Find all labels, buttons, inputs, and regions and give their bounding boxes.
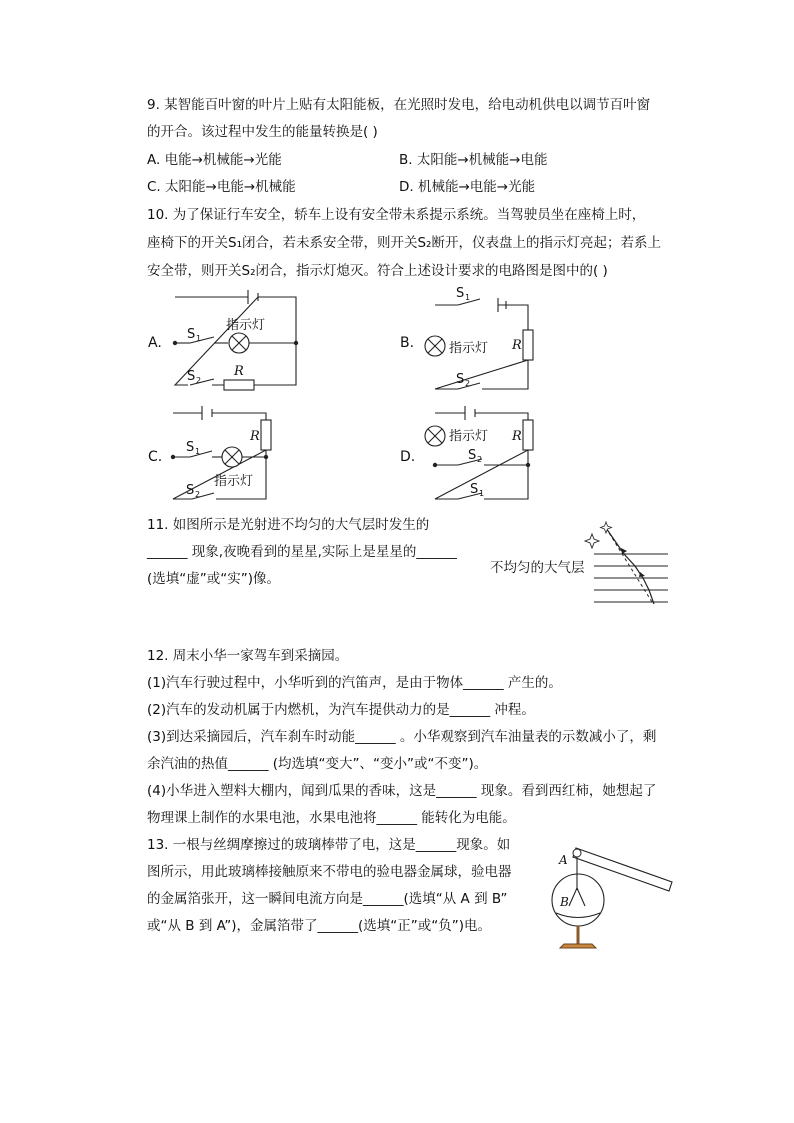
q12-line-3: (2)汽车的发动机属于内燃机，为汽车提供动力的是______ 冲程。 <box>147 702 535 718</box>
b-s2: S <box>456 372 465 387</box>
q13-line-1: 13. 一根与丝绸摩擦过的玻璃棒带了电，这是______现象。如 <box>147 837 511 853</box>
d-s1: S <box>470 482 479 497</box>
q9-option-b: B. 太阳能→机械能→电能 <box>399 152 548 168</box>
b-s1: S <box>456 286 465 301</box>
glass-rod <box>573 848 672 891</box>
circuit-diagrams <box>140 285 560 505</box>
a-s1: S <box>187 327 196 342</box>
q13-line-3: 的金属箔张开，这一瞬间电流方向是______(选填“从 A 到 B” <box>147 891 508 907</box>
c-s2: S <box>186 483 195 498</box>
label-d: D. <box>400 449 416 465</box>
q11-line-1: 11. 如图所示是光射进不均匀的大气层时发生的 <box>147 517 430 533</box>
atmosphere-refraction-figure <box>488 518 678 610</box>
a-lamp-label: 指示灯 <box>226 318 266 333</box>
d-s1-sub: 1 <box>479 489 485 498</box>
label-b: B. <box>400 335 415 351</box>
metal-foils <box>569 888 585 906</box>
b-s2-sub: 2 <box>465 379 471 388</box>
q12-line-1: 12. 周末小华一家驾车到采摘园。 <box>147 648 349 664</box>
q9-option-c: C. 太阳能→电能→机械能 <box>147 179 296 195</box>
label-b: B <box>560 895 569 909</box>
q11-line-2: ______ 现象,夜晚看到的星星,实际上是星星的______ <box>147 544 457 560</box>
q12-line-7: 物理课上制作的水果电池，水果电池将______ 能转化为电能。 <box>147 810 516 826</box>
q12-line-4: (3)到达采摘园后，汽车刹车时动能______ 。小华观察到汽车油量表的示数减小了，剩 <box>147 729 657 745</box>
q9-option-a: A. 电能→机械能→光能 <box>147 152 282 168</box>
q12-line-5: 余汽油的热值______ (均选填“变大”、“变小”或“不变”)。 <box>147 756 488 772</box>
b-r: R <box>512 338 522 353</box>
electroscope-stand <box>560 944 596 948</box>
d-r: R <box>512 429 522 444</box>
a-s1-sub: 1 <box>196 334 202 343</box>
q9-option-d: D. 机械能→电能→光能 <box>399 179 536 195</box>
q13-line-4: 或“从 B 到 A”)，金属箔带了______(选填“正”或“负”)电。 <box>147 918 491 934</box>
b-s1-sub: 1 <box>465 293 471 302</box>
c-s1: S <box>186 440 195 455</box>
q12-line-6: (4)小华进入塑料大棚内，闻到瓜果的香味，这是______ 现象。看到西红柿，她想起了 <box>147 783 657 799</box>
label-c: C. <box>148 449 163 465</box>
c-lamp-label: 指示灯 <box>214 474 254 489</box>
a-s2: S <box>187 369 196 384</box>
q9-line-2: 的开合。该过程中发生的能量转换是( ) <box>147 124 378 140</box>
d-s2: S <box>468 448 477 463</box>
electroscope-figure <box>550 840 678 958</box>
label-a: A. <box>148 335 162 351</box>
d-lamp-label: 指示灯 <box>449 429 489 444</box>
q13-line-2: 图所示，用此玻璃棒接触原来不带电的验电器金属球，验电器 <box>147 864 512 880</box>
atmosphere-label: 不均匀的大气层 <box>490 560 585 576</box>
star-apparent-icon <box>601 522 612 533</box>
c-s2-sub: 2 <box>195 490 201 499</box>
q10-line-2: 座椅下的开关S₁闭合，若未系安全带，则开关S₂断开，仪表盘上的指示灯亮起；若系上 <box>147 235 661 251</box>
a-r: R <box>234 364 244 379</box>
q11-line-3: (选填“虚”或“实”)像。 <box>147 571 281 587</box>
d-s2-sub: 2 <box>477 455 483 464</box>
apparent-ray <box>606 528 652 602</box>
c-s1-sub: 1 <box>195 447 201 456</box>
q10-line-3: 安全带，则开关S₂闭合，指示灯熄灭。符合上述设计要求的电路图是图中的( ) <box>147 263 608 279</box>
q10-line-1: 10. 为了保证行车安全，轿车上设有安全带未系提示系统。当驾驶员坐在座椅上时， <box>147 207 646 223</box>
q12-line-2: (1)汽车行驶过程中，小华听到的汽笛声，是由于物体______ 产生的。 <box>147 675 562 691</box>
b-lamp-label: 指示灯 <box>449 341 489 356</box>
a-s2-sub: 2 <box>196 376 202 385</box>
q9-line-1: 9. 某智能百叶窗的叶片上贴有太阳能板，在光照时发电，给电动机供电以调节百叶窗 <box>147 97 651 113</box>
label-a: A <box>559 853 568 867</box>
star-icon <box>585 534 599 548</box>
c-r: R <box>250 429 260 444</box>
